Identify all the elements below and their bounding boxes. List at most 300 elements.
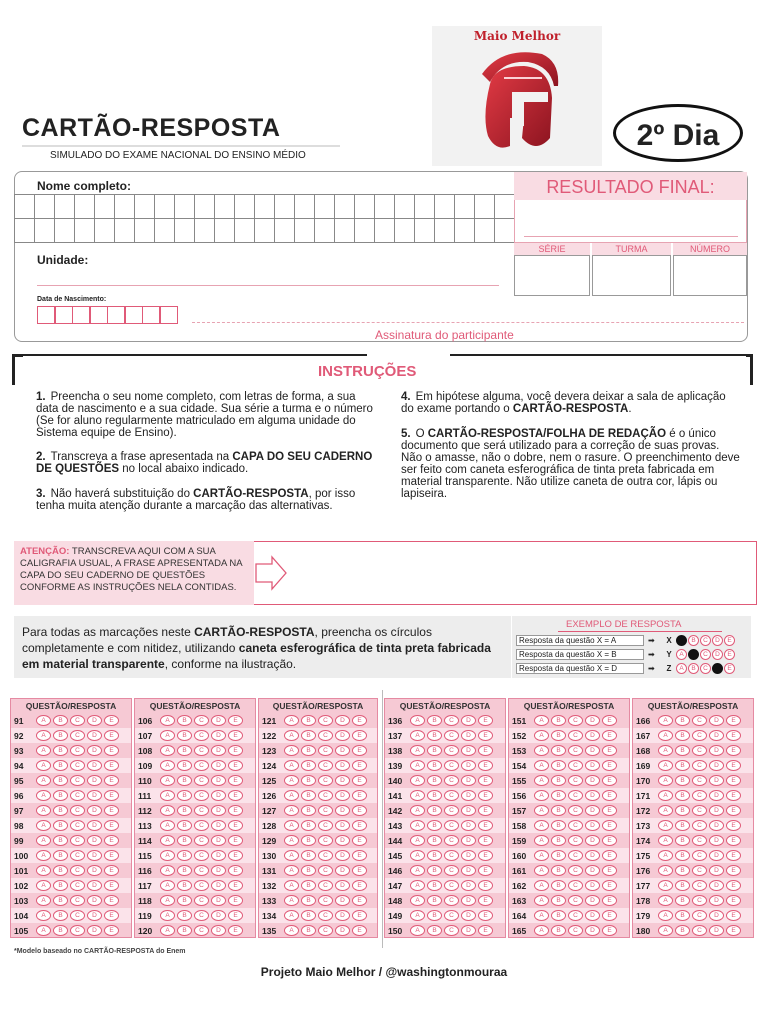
answer-bubble-b[interactable]: B: [301, 835, 316, 846]
answer-bubble-e[interactable]: E: [602, 865, 617, 876]
answer-bubble-b[interactable]: B: [177, 895, 192, 906]
answer-bubble-b[interactable]: B: [177, 835, 192, 846]
answer-bubble-a[interactable]: A: [36, 760, 51, 771]
answer-bubble-d[interactable]: D: [335, 925, 350, 936]
answer-bubble-e[interactable]: E: [602, 925, 617, 936]
name-cell[interactable]: [74, 218, 95, 243]
answer-bubble-e[interactable]: E: [726, 730, 741, 741]
answer-bubble-e[interactable]: E: [726, 835, 741, 846]
answer-bubble-d[interactable]: D: [87, 925, 102, 936]
answer-bubble-b[interactable]: B: [53, 775, 68, 786]
answer-bubble-d[interactable]: D: [211, 715, 226, 726]
answer-bubble-d[interactable]: D: [461, 715, 476, 726]
answer-bubble-b[interactable]: B: [177, 925, 192, 936]
answer-bubble-a[interactable]: A: [284, 895, 299, 906]
answer-bubble-c[interactable]: C: [194, 790, 209, 801]
answer-bubble-a[interactable]: A: [36, 820, 51, 831]
name-cell[interactable]: [474, 194, 495, 219]
answer-bubble-b[interactable]: B: [301, 925, 316, 936]
answer-bubble-c[interactable]: C: [568, 745, 583, 756]
answer-bubble-c[interactable]: C: [568, 820, 583, 831]
answer-bubble-a[interactable]: A: [410, 820, 425, 831]
answer-bubble-c[interactable]: C: [444, 895, 459, 906]
answer-bubble-e[interactable]: E: [352, 910, 367, 921]
answer-bubble-d[interactable]: D: [709, 775, 724, 786]
name-cell[interactable]: [414, 194, 435, 219]
answer-bubble-c[interactable]: C: [194, 850, 209, 861]
answer-bubble-b[interactable]: B: [427, 760, 442, 771]
answer-bubble-d[interactable]: D: [709, 745, 724, 756]
answer-bubble-c[interactable]: C: [692, 760, 707, 771]
answer-bubble-b[interactable]: B: [53, 925, 68, 936]
answer-bubble-e[interactable]: E: [478, 835, 493, 846]
answer-bubble-a[interactable]: A: [658, 865, 673, 876]
answer-bubble-d[interactable]: D: [709, 895, 724, 906]
answer-bubble-c[interactable]: C: [70, 835, 85, 846]
answer-bubble-e[interactable]: E: [104, 880, 119, 891]
answer-bubble-d[interactable]: D: [335, 790, 350, 801]
answer-bubble-a[interactable]: A: [36, 805, 51, 816]
answer-bubble-d[interactable]: D: [87, 880, 102, 891]
answer-bubble-b[interactable]: B: [53, 895, 68, 906]
answer-bubble-d[interactable]: D: [211, 880, 226, 891]
answer-bubble-b[interactable]: B: [301, 730, 316, 741]
answer-bubble-a[interactable]: A: [284, 835, 299, 846]
answer-bubble-b[interactable]: B: [177, 730, 192, 741]
answer-bubble-a[interactable]: A: [410, 880, 425, 891]
answer-bubble-c[interactable]: C: [318, 850, 333, 861]
answer-bubble-e[interactable]: E: [602, 760, 617, 771]
answer-bubble-e[interactable]: E: [478, 820, 493, 831]
answer-bubble-b[interactable]: B: [177, 760, 192, 771]
answer-bubble-d[interactable]: D: [87, 715, 102, 726]
answer-bubble-b[interactable]: B: [551, 880, 566, 891]
name-cell[interactable]: [374, 218, 395, 243]
answer-bubble-c[interactable]: C: [318, 880, 333, 891]
answer-bubble-e[interactable]: E: [726, 775, 741, 786]
answer-bubble-c[interactable]: C: [444, 745, 459, 756]
answer-bubble-a[interactable]: A: [534, 850, 549, 861]
answer-bubble-c[interactable]: C: [70, 745, 85, 756]
name-cell[interactable]: [194, 218, 215, 243]
answer-bubble-a[interactable]: A: [534, 745, 549, 756]
name-cell[interactable]: [494, 218, 515, 243]
answer-bubble-d[interactable]: D: [709, 835, 724, 846]
answer-bubble-a[interactable]: A: [658, 790, 673, 801]
answer-bubble-a[interactable]: A: [410, 850, 425, 861]
name-cell[interactable]: [254, 194, 275, 219]
answer-bubble-d[interactable]: D: [709, 805, 724, 816]
name-cell[interactable]: [134, 218, 155, 243]
answer-bubble-a[interactable]: A: [36, 745, 51, 756]
answer-bubble-c[interactable]: C: [568, 715, 583, 726]
answer-bubble-a[interactable]: A: [160, 925, 175, 936]
answer-bubble-d[interactable]: D: [461, 925, 476, 936]
answer-bubble-a[interactable]: A: [534, 790, 549, 801]
answer-bubble-a[interactable]: A: [658, 895, 673, 906]
name-cell[interactable]: [494, 194, 515, 219]
answer-bubble-a[interactable]: A: [410, 760, 425, 771]
answer-bubble-b[interactable]: B: [551, 775, 566, 786]
answer-bubble-b[interactable]: B: [177, 790, 192, 801]
name-cell[interactable]: [434, 218, 455, 243]
answer-bubble-e[interactable]: E: [478, 790, 493, 801]
name-cell[interactable]: [114, 194, 135, 219]
answer-bubble-e[interactable]: E: [726, 820, 741, 831]
name-cell[interactable]: [34, 218, 55, 243]
answer-bubble-c[interactable]: C: [444, 775, 459, 786]
answer-bubble-d[interactable]: D: [87, 745, 102, 756]
name-cell[interactable]: [354, 194, 375, 219]
answer-bubble-d[interactable]: D: [585, 730, 600, 741]
birth-date-cell[interactable]: [90, 306, 108, 324]
answer-bubble-d[interactable]: D: [335, 805, 350, 816]
answer-bubble-a[interactable]: A: [534, 880, 549, 891]
answer-bubble-e[interactable]: E: [352, 790, 367, 801]
answer-bubble-d[interactable]: D: [87, 790, 102, 801]
answer-bubble-b[interactable]: B: [301, 790, 316, 801]
answer-bubble-a[interactable]: A: [160, 730, 175, 741]
answer-bubble-a[interactable]: A: [658, 745, 673, 756]
answer-bubble-c[interactable]: C: [318, 865, 333, 876]
birth-date-cell[interactable]: [142, 306, 160, 324]
answer-bubble-c[interactable]: C: [444, 805, 459, 816]
answer-bubble-b[interactable]: B: [53, 730, 68, 741]
answer-bubble-c[interactable]: C: [318, 790, 333, 801]
answer-bubble-a[interactable]: A: [534, 730, 549, 741]
answer-bubble-d[interactable]: D: [461, 745, 476, 756]
answer-bubble-d[interactable]: D: [709, 715, 724, 726]
answer-bubble-d[interactable]: D: [709, 910, 724, 921]
name-cell[interactable]: [74, 194, 95, 219]
answer-bubble-a[interactable]: A: [284, 745, 299, 756]
answer-bubble-c[interactable]: C: [194, 925, 209, 936]
name-cell[interactable]: [134, 194, 155, 219]
answer-bubble-a[interactable]: A: [658, 730, 673, 741]
answer-bubble-e[interactable]: E: [602, 910, 617, 921]
birth-date-cell[interactable]: [160, 306, 178, 324]
answer-bubble-b[interactable]: B: [301, 820, 316, 831]
answer-bubble-e[interactable]: E: [352, 880, 367, 891]
name-cell[interactable]: [214, 218, 235, 243]
answer-bubble-b[interactable]: B: [177, 820, 192, 831]
answer-bubble-c[interactable]: C: [70, 775, 85, 786]
answer-bubble-e[interactable]: E: [352, 835, 367, 846]
answer-bubble-c[interactable]: C: [568, 790, 583, 801]
answer-bubble-d[interactable]: D: [585, 760, 600, 771]
answer-bubble-a[interactable]: A: [160, 820, 175, 831]
answer-bubble-d[interactable]: D: [461, 775, 476, 786]
answer-bubble-e[interactable]: E: [352, 775, 367, 786]
unit-line[interactable]: [37, 285, 499, 286]
answer-bubble-a[interactable]: A: [534, 760, 549, 771]
answer-bubble-b[interactable]: B: [551, 715, 566, 726]
answer-bubble-c[interactable]: C: [70, 715, 85, 726]
answer-bubble-b[interactable]: B: [301, 775, 316, 786]
answer-bubble-e[interactable]: E: [104, 850, 119, 861]
answer-bubble-d[interactable]: D: [461, 865, 476, 876]
answer-bubble-e[interactable]: E: [478, 880, 493, 891]
answer-bubble-e[interactable]: E: [726, 865, 741, 876]
answer-bubble-c[interactable]: C: [692, 715, 707, 726]
answer-bubble-e[interactable]: E: [726, 790, 741, 801]
answer-bubble-c[interactable]: C: [444, 835, 459, 846]
answer-bubble-b[interactable]: B: [675, 745, 690, 756]
answer-bubble-c[interactable]: C: [568, 925, 583, 936]
answer-bubble-c[interactable]: C: [318, 775, 333, 786]
answer-bubble-a[interactable]: A: [658, 820, 673, 831]
name-cell[interactable]: [194, 194, 215, 219]
answer-bubble-d[interactable]: D: [211, 865, 226, 876]
name-cell[interactable]: [174, 218, 195, 243]
answer-bubble-b[interactable]: B: [675, 775, 690, 786]
answer-bubble-d[interactable]: D: [585, 805, 600, 816]
answer-bubble-c[interactable]: C: [444, 730, 459, 741]
answer-bubble-a[interactable]: A: [410, 790, 425, 801]
answer-bubble-c[interactable]: C: [70, 790, 85, 801]
answer-bubble-e[interactable]: E: [478, 775, 493, 786]
answer-bubble-a[interactable]: A: [36, 730, 51, 741]
answer-bubble-e[interactable]: E: [104, 745, 119, 756]
answer-bubble-d[interactable]: D: [87, 835, 102, 846]
name-cell[interactable]: [334, 218, 355, 243]
answer-bubble-d[interactable]: D: [709, 865, 724, 876]
answer-bubble-b[interactable]: B: [427, 850, 442, 861]
answer-bubble-b[interactable]: B: [675, 895, 690, 906]
name-cell[interactable]: [154, 194, 175, 219]
answer-bubble-e[interactable]: E: [104, 775, 119, 786]
answer-bubble-a[interactable]: A: [284, 850, 299, 861]
answer-bubble-a[interactable]: A: [160, 760, 175, 771]
answer-bubble-c[interactable]: C: [194, 880, 209, 891]
answer-bubble-c[interactable]: C: [444, 925, 459, 936]
answer-bubble-c[interactable]: C: [568, 895, 583, 906]
answer-bubble-b[interactable]: B: [427, 805, 442, 816]
answer-bubble-d[interactable]: D: [87, 910, 102, 921]
answer-bubble-e[interactable]: E: [352, 805, 367, 816]
answer-bubble-e[interactable]: E: [602, 850, 617, 861]
answer-bubble-b[interactable]: B: [53, 790, 68, 801]
answer-bubble-d[interactable]: D: [211, 850, 226, 861]
answer-bubble-b[interactable]: B: [551, 925, 566, 936]
answer-bubble-c[interactable]: C: [318, 745, 333, 756]
answer-bubble-c[interactable]: C: [318, 805, 333, 816]
answer-bubble-b[interactable]: B: [427, 925, 442, 936]
answer-bubble-b[interactable]: B: [301, 895, 316, 906]
answer-bubble-c[interactable]: C: [194, 715, 209, 726]
answer-bubble-a[interactable]: A: [410, 805, 425, 816]
answer-bubble-a[interactable]: A: [534, 805, 549, 816]
answer-bubble-b[interactable]: B: [427, 715, 442, 726]
answer-bubble-a[interactable]: A: [410, 835, 425, 846]
answer-bubble-a[interactable]: A: [284, 925, 299, 936]
answer-bubble-a[interactable]: A: [658, 910, 673, 921]
numero-box[interactable]: [673, 255, 747, 296]
answer-bubble-e[interactable]: E: [104, 730, 119, 741]
answer-bubble-e[interactable]: E: [478, 850, 493, 861]
answer-bubble-e[interactable]: E: [104, 715, 119, 726]
answer-bubble-c[interactable]: C: [692, 865, 707, 876]
answer-bubble-a[interactable]: A: [658, 805, 673, 816]
answer-bubble-b[interactable]: B: [177, 745, 192, 756]
answer-bubble-d[interactable]: D: [585, 745, 600, 756]
answer-bubble-c[interactable]: C: [692, 730, 707, 741]
answer-bubble-c[interactable]: C: [318, 835, 333, 846]
answer-bubble-b[interactable]: B: [551, 850, 566, 861]
answer-bubble-c[interactable]: C: [70, 925, 85, 936]
answer-bubble-d[interactable]: D: [461, 730, 476, 741]
answer-bubble-b[interactable]: B: [551, 865, 566, 876]
answer-bubble-c[interactable]: C: [444, 820, 459, 831]
answer-bubble-b[interactable]: B: [301, 880, 316, 891]
answer-bubble-a[interactable]: A: [534, 835, 549, 846]
name-cell[interactable]: [314, 218, 335, 243]
answer-bubble-b[interactable]: B: [675, 865, 690, 876]
answer-bubble-d[interactable]: D: [709, 820, 724, 831]
answer-bubble-e[interactable]: E: [478, 715, 493, 726]
answer-bubble-e[interactable]: E: [726, 745, 741, 756]
answer-bubble-d[interactable]: D: [709, 790, 724, 801]
answer-bubble-a[interactable]: A: [534, 715, 549, 726]
answer-bubble-e[interactable]: E: [352, 745, 367, 756]
answer-bubble-e[interactable]: E: [228, 745, 243, 756]
answer-bubble-d[interactable]: D: [211, 775, 226, 786]
answer-bubble-d[interactable]: D: [335, 745, 350, 756]
answer-bubble-d[interactable]: D: [709, 925, 724, 936]
answer-bubble-b[interactable]: B: [551, 745, 566, 756]
answer-bubble-e[interactable]: E: [726, 910, 741, 921]
answer-bubble-c[interactable]: C: [194, 805, 209, 816]
answer-bubble-d[interactable]: D: [461, 895, 476, 906]
answer-bubble-e[interactable]: E: [228, 790, 243, 801]
answer-bubble-e[interactable]: E: [726, 805, 741, 816]
answer-bubble-e[interactable]: E: [228, 805, 243, 816]
answer-bubble-a[interactable]: A: [36, 880, 51, 891]
answer-bubble-b[interactable]: B: [551, 805, 566, 816]
answer-bubble-b[interactable]: B: [177, 880, 192, 891]
serie-box[interactable]: [514, 255, 590, 296]
answer-bubble-c[interactable]: C: [318, 925, 333, 936]
answer-bubble-b[interactable]: B: [675, 925, 690, 936]
answer-bubble-d[interactable]: D: [211, 895, 226, 906]
answer-bubble-a[interactable]: A: [284, 775, 299, 786]
answer-bubble-e[interactable]: E: [478, 730, 493, 741]
name-cell[interactable]: [14, 194, 35, 219]
answer-bubble-e[interactable]: E: [478, 910, 493, 921]
answer-bubble-e[interactable]: E: [228, 925, 243, 936]
answer-bubble-a[interactable]: A: [284, 880, 299, 891]
answer-bubble-b[interactable]: B: [53, 865, 68, 876]
answer-bubble-e[interactable]: E: [352, 865, 367, 876]
answer-bubble-b[interactable]: B: [53, 910, 68, 921]
answer-bubble-d[interactable]: D: [709, 880, 724, 891]
answer-bubble-e[interactable]: E: [228, 730, 243, 741]
answer-bubble-e[interactable]: E: [228, 910, 243, 921]
answer-bubble-e[interactable]: E: [602, 805, 617, 816]
answer-bubble-b[interactable]: B: [427, 775, 442, 786]
answer-bubble-a[interactable]: A: [658, 880, 673, 891]
answer-bubble-e[interactable]: E: [104, 925, 119, 936]
answer-bubble-a[interactable]: A: [410, 895, 425, 906]
answer-bubble-d[interactable]: D: [211, 910, 226, 921]
birth-date-grid[interactable]: [37, 306, 177, 324]
answer-bubble-e[interactable]: E: [104, 820, 119, 831]
answer-bubble-d[interactable]: D: [709, 730, 724, 741]
answer-bubble-e[interactable]: E: [726, 760, 741, 771]
answer-bubble-e[interactable]: E: [726, 895, 741, 906]
answer-bubble-d[interactable]: D: [335, 715, 350, 726]
answer-bubble-d[interactable]: D: [87, 760, 102, 771]
name-cell[interactable]: [414, 218, 435, 243]
answer-bubble-a[interactable]: A: [410, 910, 425, 921]
answer-bubble-a[interactable]: A: [658, 835, 673, 846]
answer-bubble-a[interactable]: A: [658, 715, 673, 726]
answer-bubble-b[interactable]: B: [427, 835, 442, 846]
answer-bubble-a[interactable]: A: [534, 910, 549, 921]
answer-bubble-b[interactable]: B: [53, 715, 68, 726]
name-cell[interactable]: [174, 194, 195, 219]
answer-bubble-e[interactable]: E: [602, 835, 617, 846]
answer-bubble-d[interactable]: D: [335, 880, 350, 891]
answer-bubble-c[interactable]: C: [318, 820, 333, 831]
answer-bubble-c[interactable]: C: [568, 730, 583, 741]
answer-bubble-d[interactable]: D: [335, 895, 350, 906]
answer-bubble-e[interactable]: E: [352, 925, 367, 936]
answer-bubble-b[interactable]: B: [301, 805, 316, 816]
answer-bubble-c[interactable]: C: [692, 835, 707, 846]
answer-bubble-a[interactable]: A: [284, 760, 299, 771]
answer-bubble-b[interactable]: B: [427, 745, 442, 756]
answer-bubble-a[interactable]: A: [658, 850, 673, 861]
answer-bubble-e[interactable]: E: [478, 760, 493, 771]
answer-bubble-e[interactable]: E: [352, 820, 367, 831]
answer-bubble-b[interactable]: B: [177, 910, 192, 921]
answer-bubble-a[interactable]: A: [160, 745, 175, 756]
answer-bubble-e[interactable]: E: [478, 805, 493, 816]
answer-bubble-c[interactable]: C: [568, 760, 583, 771]
answer-bubble-d[interactable]: D: [585, 835, 600, 846]
answer-bubble-c[interactable]: C: [444, 715, 459, 726]
answer-bubble-d[interactable]: D: [87, 895, 102, 906]
answer-bubble-c[interactable]: C: [70, 865, 85, 876]
answer-bubble-e[interactable]: E: [228, 895, 243, 906]
answer-bubble-c[interactable]: C: [568, 865, 583, 876]
name-cell[interactable]: [334, 194, 355, 219]
answer-bubble-a[interactable]: A: [160, 895, 175, 906]
answer-bubble-b[interactable]: B: [551, 835, 566, 846]
name-cell[interactable]: [394, 194, 415, 219]
name-cell[interactable]: [54, 218, 75, 243]
answer-bubble-e[interactable]: E: [726, 715, 741, 726]
answer-bubble-e[interactable]: E: [478, 865, 493, 876]
answer-bubble-e[interactable]: E: [726, 850, 741, 861]
answer-bubble-a[interactable]: A: [534, 775, 549, 786]
answer-bubble-c[interactable]: C: [568, 805, 583, 816]
answer-bubble-c[interactable]: C: [692, 850, 707, 861]
answer-bubble-d[interactable]: D: [461, 880, 476, 891]
answer-bubble-b[interactable]: B: [53, 850, 68, 861]
name-cell[interactable]: [454, 218, 475, 243]
name-cell[interactable]: [374, 194, 395, 219]
answer-bubble-b[interactable]: B: [427, 820, 442, 831]
answer-bubble-b[interactable]: B: [551, 910, 566, 921]
answer-bubble-a[interactable]: A: [534, 925, 549, 936]
answer-bubble-a[interactable]: A: [284, 715, 299, 726]
answer-bubble-d[interactable]: D: [461, 850, 476, 861]
answer-bubble-c[interactable]: C: [444, 865, 459, 876]
answer-bubble-c[interactable]: C: [194, 730, 209, 741]
answer-bubble-c[interactable]: C: [568, 850, 583, 861]
